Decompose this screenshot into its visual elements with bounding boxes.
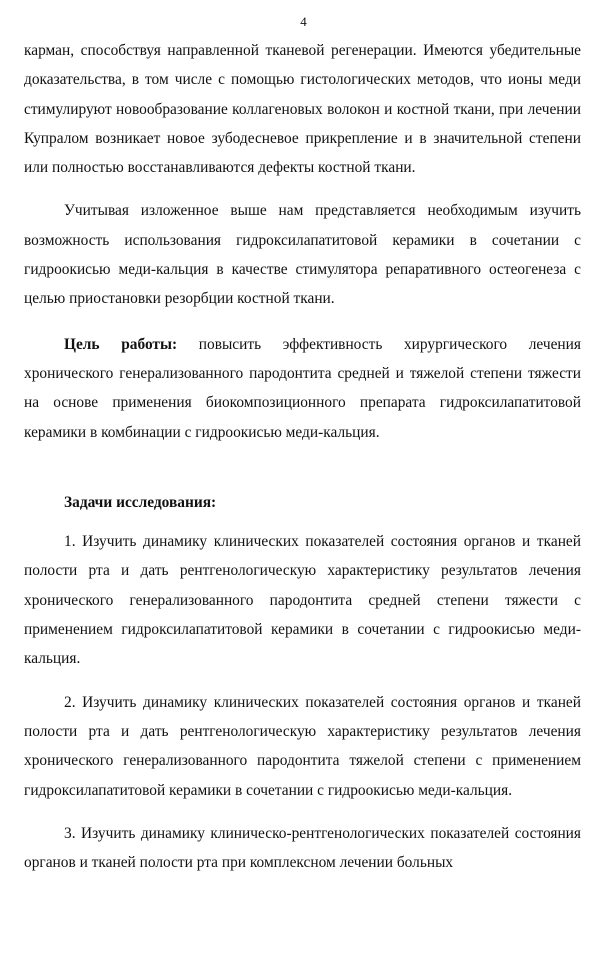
goal-label: Цель работы: [64,335,178,353]
tasks-heading: Задачи исследования: [64,493,217,511]
task-item-1: 1. Изучить динамику клинических показателей состояния органов и тканей полости рта и дать рентгенологическую характеристику результатов лечения хронического генерализованного пародонтита средней степени тяжести с применением гидроксилапатитовой керамики в сочетании с гидроокисью меди-кальция. [24,533,581,668]
task-item-2: 2. Изучить динамику клинических показателей состояния органов и тканей полости рта и дать рентгенологическую характеристику результатов лечения хронического генерализованного пародонтита тяжелой степени с применением гидроксилапатитовой керамики в сочетании с гидроокисью меди-кальция. [24,693,581,799]
rationale-paragraph: Учитывая изложенное выше нам представляется необходимым изучить возможность использования гидроксилапатитовой керамики в сочетании с гидроокисью меди-кальция в качестве стимулятора репаративного остеогенеза с целью приостановки резорбции костной ткани. [24,202,581,308]
goal-paragraph [24,330,581,447]
goal-text: повысить эффективность хирургического лечения хронического генерализованного пародонтита средней и тяжелой степени тяжести на основе применения биокомпозиционного препарата гидроксилапатитовой керамики в комбинации с гидроокисью меди-кальция. [24,335,581,441]
page-number: 4 [300,14,307,29]
task-item-3: 3. Изучить динамику клиническо-рентгенологических показателей состояния органов и тканей полости рта при комплексном лечении больных [24,824,581,872]
intro-paragraph: карман, способствуя направленной тканевой регенерации. Имеются убедительные доказательства, в том числе с помощью гистологических методов, что ионы меди стимулируют новообразование коллагеновых волокон и костной ткани, при лечении Купралом возникает новое зубодесневое прикрепление и в значительной степени или полностью восстанавливаются дефекты костной ткани. [24,42,581,177]
document-body [24,36,581,877]
